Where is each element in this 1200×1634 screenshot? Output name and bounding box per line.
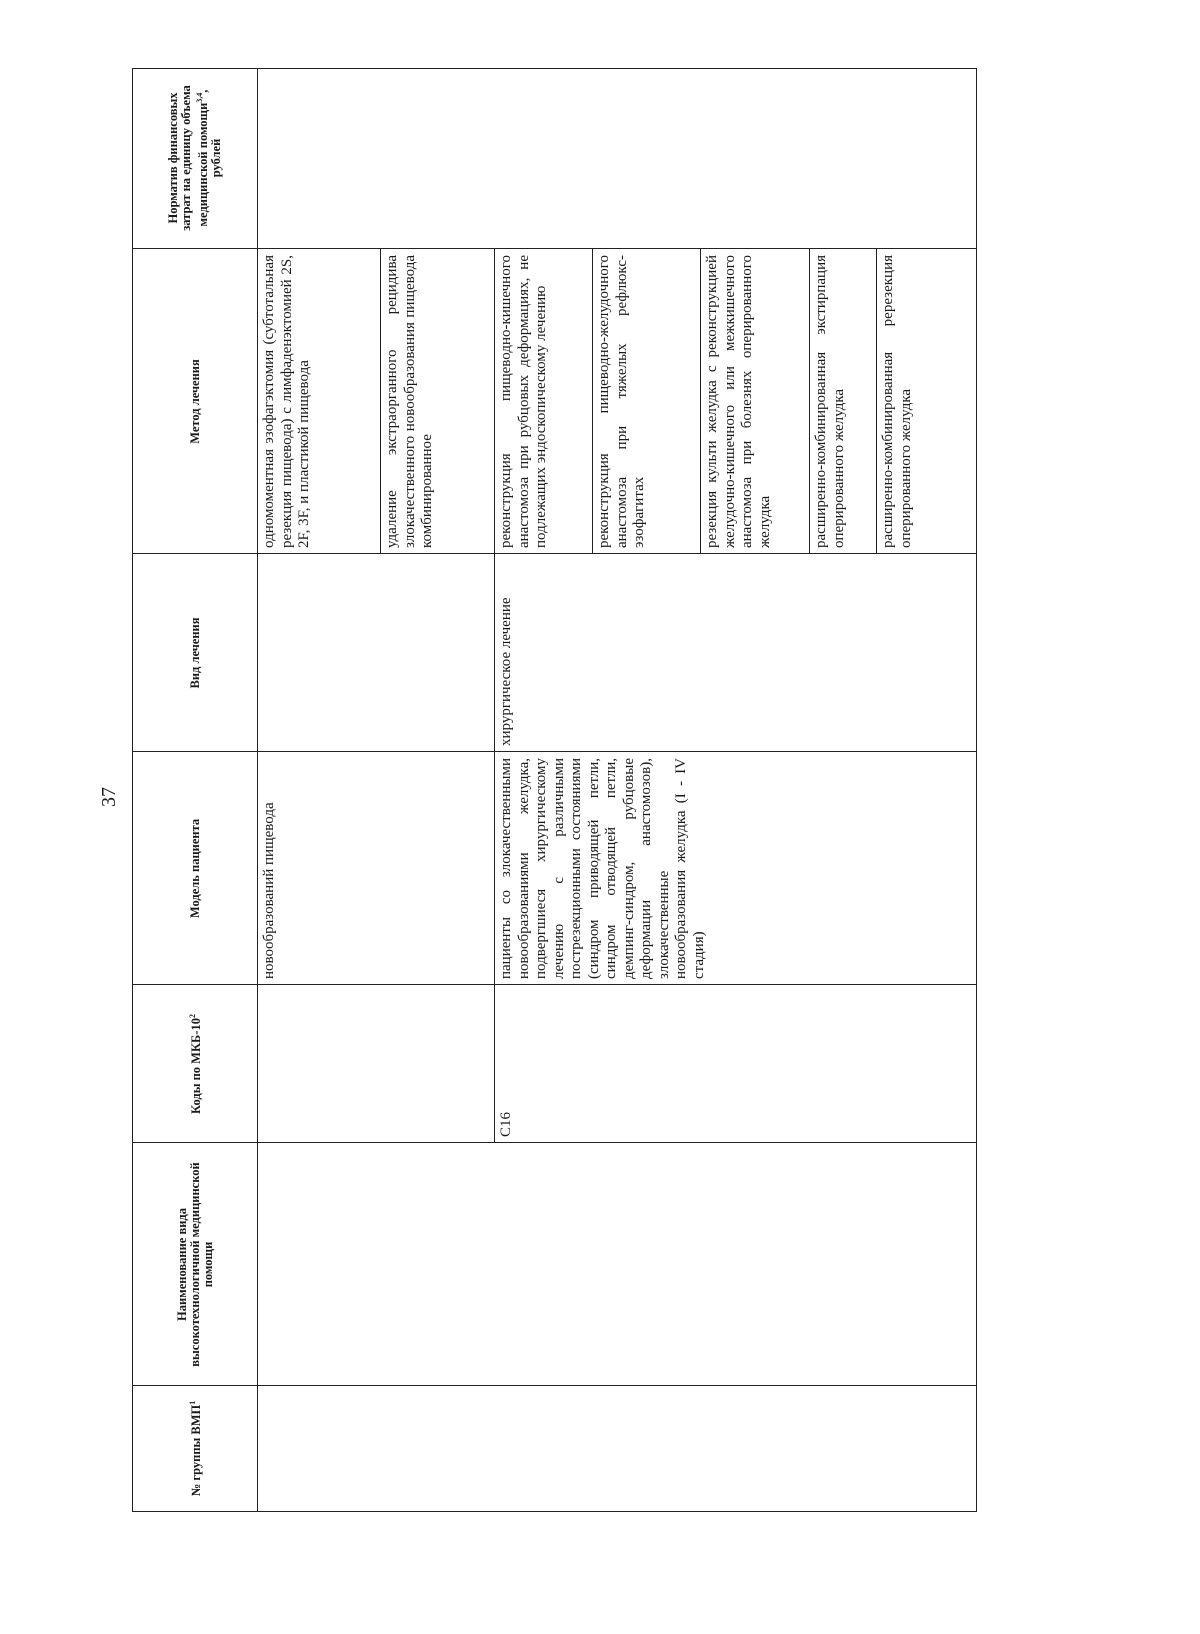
- row2-method-5: расширенно-комбинированная ререзекция оперированного желудка: [880, 255, 914, 548]
- header-group-no: № группы ВМП$^1$: [188, 1400, 204, 1497]
- row-divider: [494, 249, 495, 1143]
- method-divider: [876, 249, 877, 554]
- row2-treatment-type: хирургическое лечение: [498, 597, 514, 746]
- header-treatment-method: Метод лечения: [187, 359, 202, 444]
- header-treatment-type: Вид лечения: [187, 617, 202, 689]
- method-divider: [592, 249, 593, 554]
- header-divider: [257, 69, 258, 1511]
- row2-method-4: расширенно-комбинированная экстирпация оперированного желудка: [813, 255, 847, 548]
- row2-method-1: реконструкция пищеводно-кишечного анастомоза при рубцовых деформациях, не подлежащих эндоскопическому лечению: [498, 255, 549, 548]
- column-divider: [133, 1385, 976, 1386]
- row2-patient-model: пациенты со злокачественными новообразованиями желудка, подвергшиеся хирургическому лечению с различными пострезекционными состояниями (синдром приводящей петли, синдром отводящей петли, демпинг-синдром, рубцовые деформации анастомозов), злокачественные новообразования желудка (I - IV стадия): [498, 758, 707, 979]
- row2-method-3: резекция культи желудка с реконструкцией желудочно-кишечного или межкишечного анастомоза при болезнях оперированного желудка: [704, 255, 773, 548]
- row1-patient-model: новообразований пищевода: [261, 802, 277, 979]
- method-divider: [700, 249, 701, 554]
- row2-icd-code: С16: [498, 1111, 514, 1137]
- header-icd-codes: Коды по МКБ-$10^2$: [188, 1014, 204, 1114]
- method-divider: [380, 249, 381, 554]
- column-divider: [133, 1142, 976, 1143]
- page-number: 37: [98, 787, 120, 807]
- header-cost-norm: Норматив финансовых затрат на единицу объема медицинской помощи$^{3,4}$, рублей: [165, 85, 224, 231]
- method-divider: [809, 249, 810, 554]
- row1-method-1: одномоментная эзофагэктомия (субтотальная резекция пищевода) с лимфаденэктомией 2S, 2F, 3F, и пластикой пищевода: [261, 255, 312, 548]
- table: [132, 68, 977, 1512]
- row1-method-2: удаление экстраорганного рецидива злокачественного новообразования пищевода комбинированное: [384, 255, 435, 548]
- row2-method-2: реконструкция пищеводно-желудочного анастомоза при тяжелых рефлюкс-эзофагитах: [596, 255, 647, 548]
- header-patient-model: Модель пациента: [187, 818, 202, 919]
- header-name: Наименование вида высокотехнологичной медицинской помощи: [174, 1162, 215, 1367]
